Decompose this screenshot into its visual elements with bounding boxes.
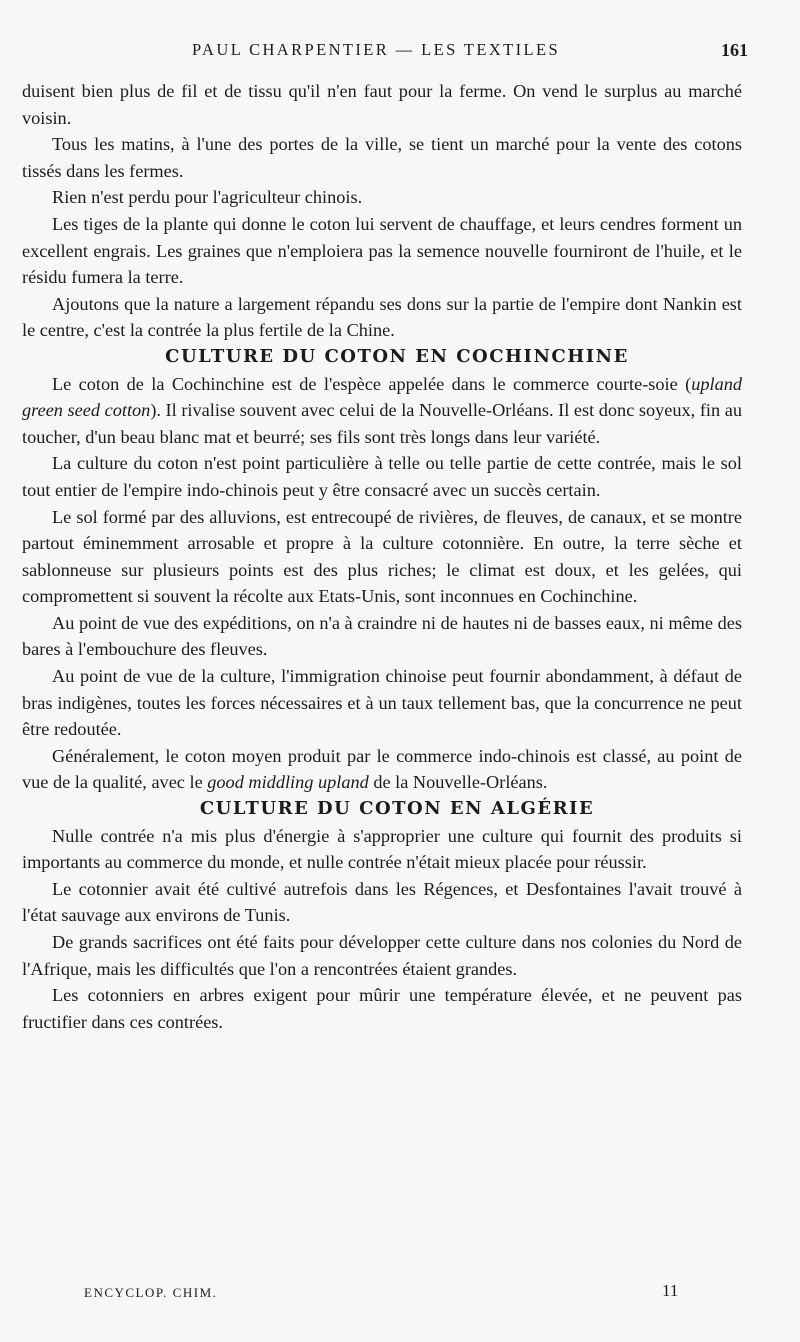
paragraph: Le cotonnier avait été cultivé autrefois dans les Régences, et Desfontaines l'avait trouvé à l'état sauvage aux environs de Tunis. (22, 878, 742, 926)
paragraph: Nulle contrée n'a mis plus d'énergie à s'approprier une culture qui fournit des produits si importants au commerce du monde, et nulle contrée n'était mieux placée pour réussir. (22, 825, 742, 873)
paragraph: Le sol formé par des alluvions, est entrecoupé de rivières, de fleuves, de canaux, et se montre partout éminemment arrosable et propre à la culture cotonnière. En outre, la terre sèche et sablonneuse sur plusieurs points est des plus riches; le climat est doux, et les gelées, qui compromettent si souvent la récolte aux Etats-Unis, sont inconnues en Cochinchine. (22, 506, 742, 607)
page (22, 0, 748, 1342)
paragraph: De grands sacrifices ont été faits pour développer cette culture dans nos colonies du Nord de l'Afrique, mais les difficultés que l'on a rencontrées étaient grandes. (22, 932, 742, 979)
paragraph: duisent bien plus de fil et de tissu qu'il n'en faut pour la ferme. On vend le surplus au marché voisin. (22, 81, 742, 128)
page-footer (22, 1281, 742, 1309)
printer-signature: ENCYCLOP. CHIM. (84, 1285, 218, 1300)
page-header (22, 40, 748, 64)
paragraph: Les cotonniers en arbres exigent pour mûrir une température élevée, et ne peuvent pas fructifier dans ces contrées. (22, 985, 742, 1032)
paragraph: Les tiges de la plante qui donne le coton lui servent de chauffage, et leurs cendres forment un excellent engrais. Les graines que n'emploiera pas la semence nouvelle fourniront de l'huile, et le résidu fumera la terre. (22, 213, 742, 288)
paragraph: Le coton de la Cochinchine est de l'espèce appelée dans le commerce courte-soie (upland green seed cotton). Il rivalise souvent avec celui de la Nouvelle-Orléans. Il est donc soyeux, fin au toucher, d'un beau blanc mat et beurré; ses fils sont très longs dans leur variété. (22, 373, 742, 447)
paragraph: Au point de vue des expéditions, on n'a à craindre ni de hautes ni de basses eaux, ni même des bares à l'embouchure des fleuves. (22, 612, 742, 660)
signature-number: 11 (662, 1281, 679, 1300)
paragraph: Ajoutons que la nature a largement répandu ses dons sur la partie de l'empire dont Nankin est le centre, c'est la contrée la plus fertile de la Chine. (22, 293, 742, 341)
paragraph: Au point de vue de la culture, l'immigration chinoise peut fournir abondamment, à défaut de bras indigènes, toutes les forces nécessaires et à un taux tellement bas, que la concurrence ne peut être redoutée. (22, 666, 742, 740)
running-title: PAUL CHARPENTIER — LES TEXTILES (192, 40, 561, 59)
paragraph: Généralement, le coton moyen produit par le commerce indo-chinois est classé, au point de vue de la qualité, avec le good middling upland de la Nouvelle-Orléans. (22, 745, 742, 793)
italic-term: upland green seed cotton (22, 373, 742, 421)
paragraph: La culture du coton n'est point particulière à telle ou telle partie de cette contrée, mais le sol tout entier de l'empire indo-chinois peut y être consacré avec un succès certain. (22, 453, 742, 500)
page-body (22, 78, 742, 1035)
section-heading-cochinchine: CULTURE DU COTON EN COCHINCHINE (165, 345, 629, 367)
italic-term: good middling upland (207, 772, 369, 793)
page-number: 161 (721, 40, 748, 60)
section-heading-algerie: CULTURE DU COTON EN ALGÉRIE (199, 798, 595, 820)
paragraph: Rien n'est perdu pour l'agriculteur chinois. (52, 187, 363, 208)
paragraph: Tous les matins, à l'une des portes de la ville, se tient un marché pour la vente des cotons tissés dans les fermes. (22, 134, 742, 181)
